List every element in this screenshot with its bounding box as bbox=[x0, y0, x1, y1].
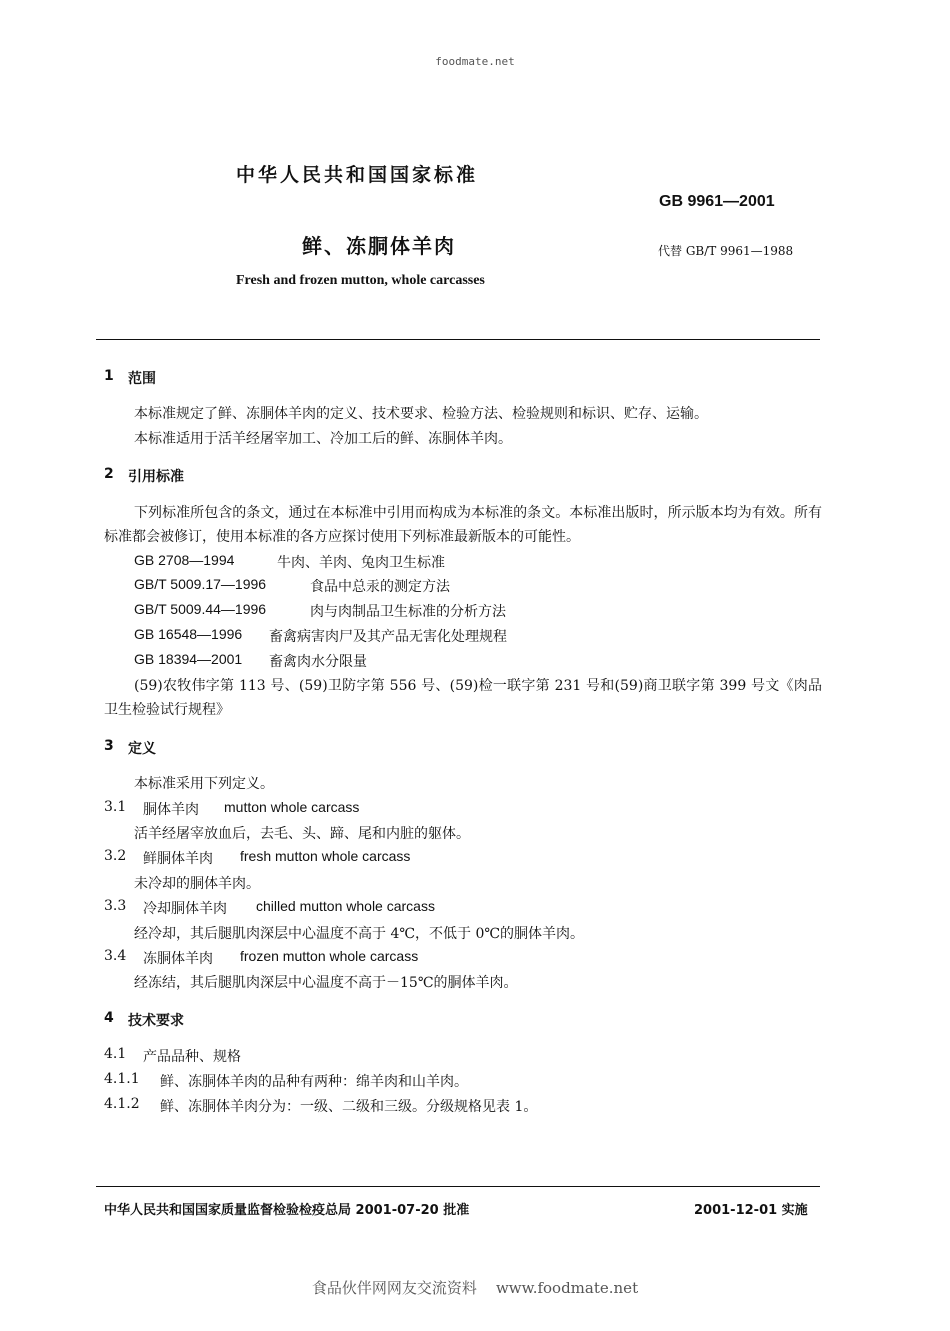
footer-divider bbox=[96, 1186, 820, 1187]
ref-code: GB 2708—1994 bbox=[134, 552, 235, 568]
definition-text: 未冷却的胴体羊肉。 bbox=[134, 876, 260, 892]
definition-english: fresh mutton whole carcass bbox=[240, 848, 411, 864]
section-1-paragraph-2: 本标准适用于活羊经屠宰加工、冷加工后的鲜、冻胴体羊肉。 bbox=[134, 431, 512, 447]
section-1-number: 1 bbox=[104, 368, 114, 384]
watermark-bottom: 食品伙伴网网友交流资料 www.foodmate.net bbox=[311, 1279, 639, 1297]
clause-number: 4.1.2 bbox=[104, 1096, 140, 1112]
section-3-number: 3 bbox=[104, 738, 114, 754]
section-2-title: 引用标准 bbox=[128, 469, 184, 485]
section-2-number: 2 bbox=[104, 466, 114, 482]
english-title: Fresh and frozen mutton, whole carcasses bbox=[236, 273, 485, 288]
section-4-number: 4 bbox=[104, 1010, 114, 1026]
section-1-title: 范围 bbox=[128, 371, 156, 387]
ref-name: 肉与肉制品卫生标准的分析方法 bbox=[310, 604, 506, 620]
ref-code: GB/T 5009.17—1996 bbox=[134, 576, 267, 592]
section-2-intro: 下列标准所包含的条文，通过在本标准中引用而构成为本标准的条文。本标准出版时，所示版本均为有效。所有标准都会被修订，使用本标准的各方应探讨使用下列标准最新版本的可能性。 bbox=[104, 505, 822, 545]
ref-name: 牛肉、羊肉、兔肉卫生标准 bbox=[277, 555, 445, 571]
ref-code: GB 18394—2001 bbox=[134, 651, 243, 667]
national-standard-heading: 中华人民共和国国家标准 bbox=[236, 164, 479, 186]
header-divider bbox=[96, 339, 820, 340]
watermark-top: foodmate.net bbox=[435, 55, 515, 68]
ref-code: GB 16548—1996 bbox=[134, 626, 243, 642]
section-1-paragraph-1: 本标准规定了鲜、冻胴体羊肉的定义、技术要求、检验方法、检验规则和标识、贮存、运输。 bbox=[134, 406, 708, 422]
clause-text: 产品品种、规格 bbox=[143, 1049, 241, 1065]
definition-text: 活羊经屠宰放血后，去毛、头、蹄、尾和内脏的躯体。 bbox=[134, 826, 470, 842]
definition-term: 冷却胴体羊肉 bbox=[143, 901, 227, 917]
ref-name: 畜禽病害肉尸及其产品无害化处理规程 bbox=[269, 629, 507, 645]
ref-name: 食品中总汞的测定方法 bbox=[310, 579, 450, 595]
section-3-title: 定义 bbox=[128, 741, 156, 757]
definition-term: 胴体羊肉 bbox=[143, 802, 199, 818]
document-title: 鲜、冻胴体羊肉 bbox=[302, 234, 456, 258]
replaces-note: 代替 GB/T 9961—1988 bbox=[658, 244, 794, 258]
definition-number: 3.4 bbox=[104, 948, 127, 964]
standard-code: GB 9961—2001 bbox=[659, 193, 775, 210]
clause-number: 4.1 bbox=[104, 1046, 127, 1062]
ref-regulations: (59)农牧伟字第 113 号、(59)卫防字第 556 号、(59)检一联字第 231 号和(59)商卫联字第 399 号文《肉品卫生检验试行规程》 bbox=[104, 678, 822, 718]
implementation-date: 2001-12-01 实施 bbox=[694, 1203, 808, 1218]
definition-number: 3.2 bbox=[104, 848, 127, 864]
definition-text: 经冻结，其后腿肌肉深层中心温度不高于－15℃的胴体羊肉。 bbox=[134, 975, 518, 991]
definition-english: chilled mutton whole carcass bbox=[256, 898, 435, 914]
definition-english: mutton whole carcass bbox=[224, 799, 360, 815]
ref-code: GB/T 5009.44—1996 bbox=[134, 601, 267, 617]
section-3-intro: 本标准采用下列定义。 bbox=[134, 776, 274, 792]
clause-text: 鲜、冻胴体羊肉的品种有两种：绵羊肉和山羊肉。 bbox=[160, 1074, 468, 1090]
definition-term: 冻胴体羊肉 bbox=[143, 951, 213, 967]
definition-number: 3.1 bbox=[104, 799, 127, 815]
clause-number: 4.1.1 bbox=[104, 1071, 140, 1087]
clause-text: 鲜、冻胴体羊肉分为：一级、二级和三级。分级规格见表 1。 bbox=[160, 1099, 538, 1115]
section-4-title: 技术要求 bbox=[128, 1013, 184, 1029]
approval-note: 中华人民共和国国家质量监督检验检疫总局 2001-07-20 批准 bbox=[104, 1203, 470, 1218]
definition-english: frozen mutton whole carcass bbox=[240, 948, 419, 964]
definition-term: 鲜胴体羊肉 bbox=[143, 851, 213, 867]
definition-number: 3.3 bbox=[104, 898, 127, 914]
ref-name: 畜禽肉水分限量 bbox=[269, 654, 367, 670]
definition-text: 经冷却，其后腿肌肉深层中心温度不高于 4℃，不低于 0℃的胴体羊肉。 bbox=[134, 926, 585, 942]
